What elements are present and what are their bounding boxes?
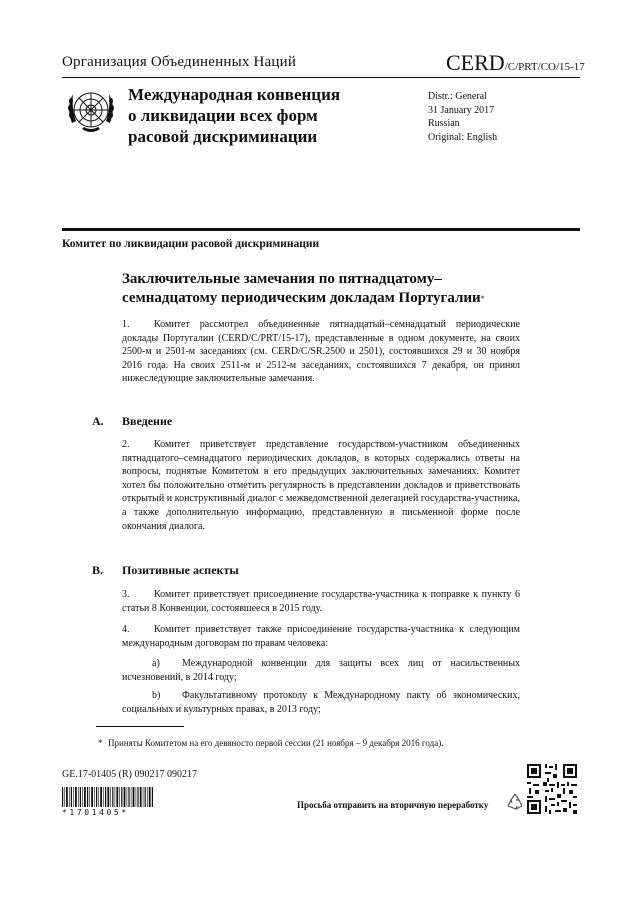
footnote bbox=[98, 737, 488, 749]
paragraph-number: 1. bbox=[122, 319, 130, 330]
paragraph-1 bbox=[122, 318, 520, 386]
subparagraph-a bbox=[122, 657, 520, 684]
recycle-notice: Просьба отправить на вторичную переработку bbox=[297, 800, 489, 810]
section-letter: B. bbox=[92, 563, 104, 577]
subparagraph-text: Факультативному протоколу к Международному пакту об экономических, социальных и культурных правах, в 2013 году; bbox=[122, 690, 520, 715]
footnote-marker: * bbox=[98, 738, 103, 748]
title-footnote-marker: * bbox=[480, 294, 485, 303]
document-symbol bbox=[446, 50, 585, 76]
paragraph-number: 4. bbox=[122, 624, 130, 635]
convention-title-line-2: о ликвидации всех форм bbox=[128, 106, 318, 125]
date-line: 31 January 2017 bbox=[428, 104, 495, 116]
language-line: Russian bbox=[428, 118, 460, 129]
paragraph-number: 3. bbox=[122, 589, 130, 600]
subparagraph-text: Международной конвенции для защиты всех лиц от насильственных исчезновений, в 2014 году; bbox=[122, 658, 520, 683]
section-title: Позитивные аспекты bbox=[122, 563, 239, 577]
committee-name: Комитет по ликвидации расовой дискриминации bbox=[62, 238, 320, 250]
paragraph-text: Комитет приветствует присоединение государства-участника к поправке к пункту 6 статьи 8 Конвенции, состоявшееся в 2015 году. bbox=[122, 589, 520, 614]
section-a-heading bbox=[92, 414, 172, 429]
original-language-line: Original: English bbox=[428, 131, 498, 143]
un-emblem-icon bbox=[64, 83, 118, 137]
convention-title bbox=[128, 84, 418, 147]
barcode-number: *1701405* bbox=[62, 808, 129, 817]
distr-line: Distr.: General bbox=[428, 91, 487, 102]
convention-title-line-3: расовой дискриминации bbox=[128, 127, 318, 146]
qr-code-icon bbox=[527, 764, 577, 814]
paragraph-number: 2. bbox=[122, 439, 130, 450]
distribution-block bbox=[428, 90, 497, 144]
document-title-line-1: Заключительные замечания по пятнадцатому– bbox=[122, 271, 442, 287]
header-rule-bottom bbox=[62, 228, 580, 231]
subparagraph-b bbox=[122, 689, 520, 716]
job-number: GE.17-01405 (R) 090217 090217 bbox=[62, 769, 197, 780]
barcode-icon bbox=[62, 787, 154, 807]
recycle-icon bbox=[505, 792, 525, 812]
subparagraph-label: a) bbox=[152, 658, 160, 669]
document-title-line-2: семнадцатому периодическим докладам Португалии bbox=[122, 290, 481, 306]
footnote-rule bbox=[96, 726, 184, 727]
paragraph-3 bbox=[122, 588, 520, 615]
header-rule-top bbox=[62, 77, 580, 78]
paragraph-text: Комитет рассмотрел объединенные пятнадцатый–семнадцатый периодические доклады Португалии (CERD/C/PRT/15-17), представленные в одном документе, на своих 2500-м и 2501-м заседаниях (см. CERD/C/SR.2500 и 2501), состоявшихся 29 и 30 ноября 2016 года. На своих 2511-м и 2512-м заседаниях, состоявшихся 7 декабря, он принял нижеследующие заключительные замечания. bbox=[122, 319, 520, 385]
document-symbol-main: CERD bbox=[446, 50, 505, 75]
footnote-text: Приняты Комитетом на его девяносто первой сессии (21 ноября – 9 декабря 2016 года). bbox=[108, 738, 444, 748]
section-b-heading bbox=[92, 563, 239, 578]
section-title: Введение bbox=[122, 414, 173, 428]
subparagraph-label: b) bbox=[152, 690, 161, 701]
paragraph-text: Комитет приветствует также присоединение государства-участника к следующим международным договорам по правам человека: bbox=[122, 624, 520, 649]
section-letter: A. bbox=[92, 414, 104, 428]
organization-name: Организация Объединенных Наций bbox=[62, 54, 297, 70]
convention-title-line-1: Международная конвенция bbox=[128, 85, 341, 104]
paragraph-text: Комитет приветствует представление государством-участником объединенных пятнадцатого–семнадцатого периодических докладов, в которых содержались ответы на вопросы, поднятые Комитетом в его предыдущих заключительных замечаниях. Комитет хотел бы положительно отметить регулярность в представлении докладов и приветствовать открытый и конструктивный диалог с межведомственной делегацией государства-участника, а также дополнительную информацию, представленную в письменной форме после окончания диалога. bbox=[122, 439, 520, 532]
document-symbol-suffix: /C/PRT/CO/15-17 bbox=[504, 61, 585, 73]
paragraph-4 bbox=[122, 623, 520, 650]
paragraph-2 bbox=[122, 438, 520, 533]
document-title bbox=[122, 270, 542, 308]
